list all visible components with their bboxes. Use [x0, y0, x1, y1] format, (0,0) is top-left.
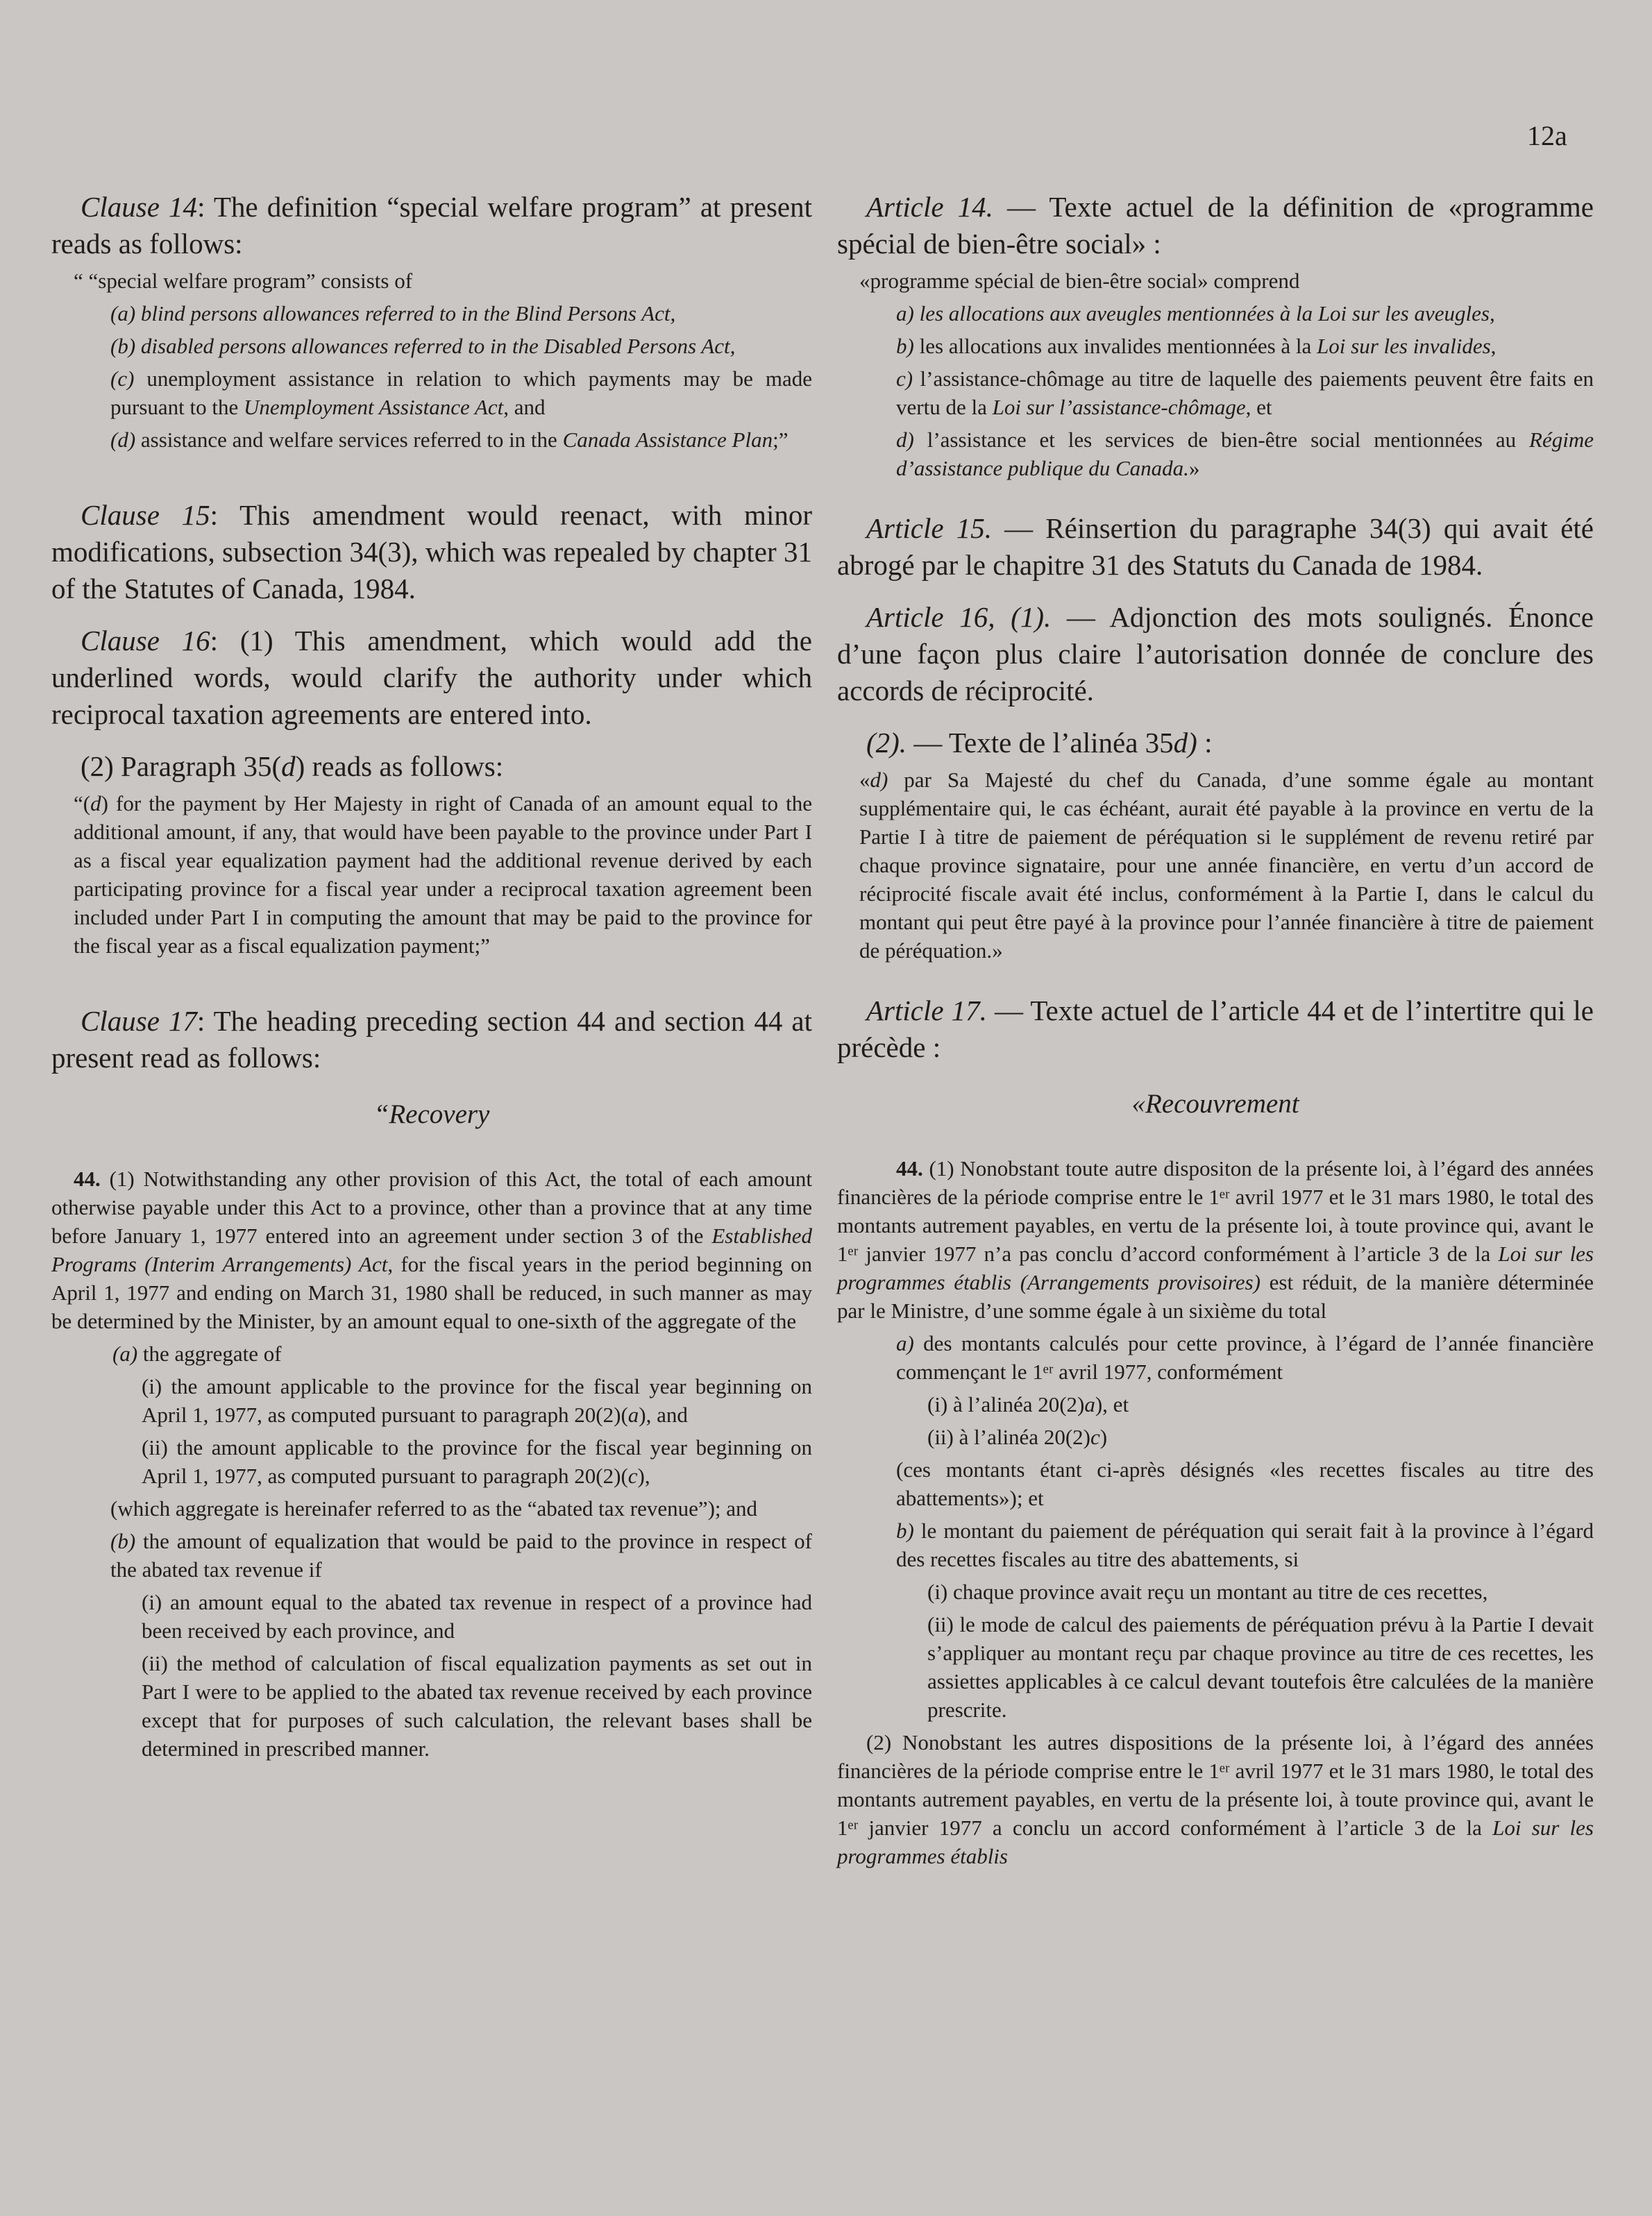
clause-14-item-c: (c) unemployment assistance in relation to which payments may be made pursuant to the Unemployment Assistance Act, and: [110, 366, 812, 419]
clause-16-quote: “(d) for the payment by Her Majesty in right of Canada of an amount equal to the additional amount, if any, that would have been payable to the province under Part I as a fiscal year equalization payment had the additional revenue derived by each participating province for a fiscal year under a reciprocal taxation agreement been included under Part I in computing the amount that may be paid to the province for the fiscal year as a fiscal equalization payment;”: [74, 791, 812, 958]
section-44-which: (which aggregate is hereinafer referred to as the “abated tax revenue”); and: [110, 1496, 758, 1521]
clause-14-item-d: (d) assistance and welfare services referred to in the Canada Assistance Plan;”: [110, 428, 789, 452]
clause-14-label: Clause 14: [81, 191, 198, 223]
clause-14-item-b: (b) disabled persons allowances referred to in the Disabled Persons Act,: [110, 334, 736, 358]
article-14-intro: Article 14. — Texte actuel de la définition de «programme spécial de bien-être social» :: [837, 191, 1594, 260]
article-17: Article 17. — Texte actuel de l’article 44 et de l’intertitre qui le précède :: [837, 995, 1594, 1063]
article-16-quote: «d) par Sa Majesté du chef du Canada, d’une somme égale au montant supplémentaire qui, le cas échéant, aurait été payable à la province en vertu de la Partie I à titre de paiement de péréquation si le supplément de revenu retiré par chaque province signataire, pour une année financière, en vertu d’un accord de réciprocité fiscale avait été inclus, conformément à la Partie I, dans le calcul du montant qui peut être payé à la province pour l’année financière à titre de paiement de péréquation.»: [859, 768, 1594, 963]
clause-14-item-a: (a) blind persons allowances referred to in the Blind Persons Act,: [110, 301, 676, 325]
section-44-a-i: (i) the amount applicable to the province for the fiscal year beginning on April 1, 1977, as computed pursuant to paragraph 20(2)(a), and: [142, 1374, 812, 1427]
article-44-b: b) le montant du paiement de péréquation qui serait fait à la province à l’égard des recettes fiscales au titre des abattements, si: [896, 1519, 1594, 1571]
article-44-1: 44. (1) Nonobstant toute autre dispositon de la présente loi, à l’égard des années financières de la période comprise entre le 1ᵉʳ avril 1977 et le 31 mars 1980, le total des montants autrement payables, en vertu de la présente loi, à toute province qui, avant le 1ᵉʳ janvier 1977 n’a pas conclu d’accord conformément à l’article 3 de la Loi sur les programmes établis (Arrangements provisoires) est réduit, de la manière déterminée par le Ministre, d’une somme égale à un sixième du total: [837, 1156, 1594, 1323]
article-14-item-d: d) l’assistance et les services de bien-être social mentionnées au Régime d’assistance publique du Canada.»: [896, 428, 1594, 480]
article-44-a: a) des montants calculés pour cette province, à l’égard de l’année financière commençant le 1ᵉʳ avril 1977, conformément: [896, 1331, 1594, 1384]
article-16: Article 16, (1). — Adjonction des mots soulignés. Énonce d’une façon plus claire l’autorisation donnée de conclure des accords de réciprocité.: [837, 601, 1594, 707]
clause-14-text: : The definition “special welfare program” at present reads as follows:: [51, 191, 812, 260]
section-44-a-ii: (ii) the amount applicable to the province for the fiscal year beginning on April 1, 1977, as computed pursuant to paragraph 20(2)(c),: [142, 1435, 812, 1488]
heading-recouvrement: «Recouvrement: [1131, 1089, 1299, 1119]
clause-17: Clause 17: The heading preceding section 44 and section 44 at present read as follows:: [51, 1005, 812, 1074]
article-44-b-i: (i) chaque province avait reçu un montant au titre de ces recettes,: [927, 1580, 1488, 1604]
clause-15: Clause 15: This amendment would reenact, with minor modifications, subsection 34(3), which was repealed by chapter 31 of the Statutes of Canada, 1984.: [51, 499, 812, 604]
clause-16: Clause 16: (1) This amendment, which would add the underlined words, would clarify the authority under which reciprocal taxation agreements are entered into.: [51, 625, 812, 730]
section-44-b-ii: (ii) the method of calculation of fiscal equalization payments as set out in Part I were to be applied to the abated tax revenue received by each province except that for purposes of such calculation, the relevant bases shall be determined in prescribed manner.: [142, 1651, 812, 1761]
article-14-quote-lead: «programme spécial de bien-être social» comprend: [859, 269, 1300, 293]
article-15: Article 15. — Réinsertion du paragraphe 34(3) qui avait été abrogé par le chapitre 31 des Statuts du Canada de 1984.: [837, 512, 1594, 581]
heading-recovery: “Recovery: [373, 1099, 490, 1129]
article-14-item-b: b) les allocations aux invalides mentionnées à la Loi sur les invalides,: [896, 334, 1497, 358]
clause-14-quote-lead: “ “special welfare program” consists of: [74, 269, 413, 293]
article-14-item-a: a) les allocations aux aveugles mentionnées à la Loi sur les aveugles,: [896, 301, 1495, 325]
article-44-a-ii: (ii) à l’alinéa 20(2)c): [927, 1425, 1108, 1449]
english-column: [51, 189, 812, 1767]
section-44-a: (a) the aggregate of: [112, 1342, 282, 1366]
article-44-b-ii: (ii) le mode de calcul des paiements de péréquation prévu à la Partie I devait s’appliquer au montant reçu par chaque province au titre de ces recettes, les assiettes applicables à ce calcul devant toutefois être calculées de la manière prescrite.: [927, 1612, 1594, 1722]
article-16-2: (2). — Texte de l’alinéa 35d) :: [866, 727, 1213, 759]
article-44-2: (2) Nonobstant les autres dispositions de la présente loi, à l’égard des années financières de la période comprise entre le 1ᵉʳ avril 1977 et le 31 mars 1980, le total des montants autrement payables, en vertu de la présente loi, à toute province qui, avant le 1ᵉʳ janvier 1977 a conclu un accord conformément à l’article 3 de la Loi sur les programmes établis: [837, 1730, 1594, 1868]
article-44-a-i: (i) à l’alinéa 20(2)a), et: [927, 1392, 1129, 1416]
section-44-b: (b) the amount of equalization that would be paid to the province in respect of the abated tax revenue if: [110, 1529, 812, 1582]
page-number: 12a: [1527, 120, 1567, 151]
article-14-item-c: c) l’assistance-chômage au titre de laquelle des paiements peuvent être faits en vertu de la Loi sur l’assistance-chômage, et: [896, 366, 1594, 419]
article-44-ces: (ces montants étant ci-après désignés «les recettes fiscales au titre des abattements»); et: [896, 1457, 1594, 1510]
section-44-b-i: (i) an amount equal to the abated tax revenue in respect of a province had been received by each province, and: [142, 1590, 812, 1643]
french-column: [837, 189, 1594, 1875]
clause-16-2: (2) Paragraph 35(d) reads as follows:: [81, 750, 504, 782]
clause-14-intro: [51, 189, 812, 262]
section-44-1: 44. (1) Notwithstanding any other provision of this Act, the total of each amount otherwise payable under this Act to a province, other than a province that at any time before January 1, 1977 entered into an agreement under section 3 of the Established Programs (Interim Arrangements) Act, for the fiscal years in the period beginning on April 1, 1977 and ending on March 31, 1980 shall be reduced, in such manner as may be determined by the Minister, by an amount equal to one-sixth of the aggregate of the: [51, 1167, 812, 1333]
